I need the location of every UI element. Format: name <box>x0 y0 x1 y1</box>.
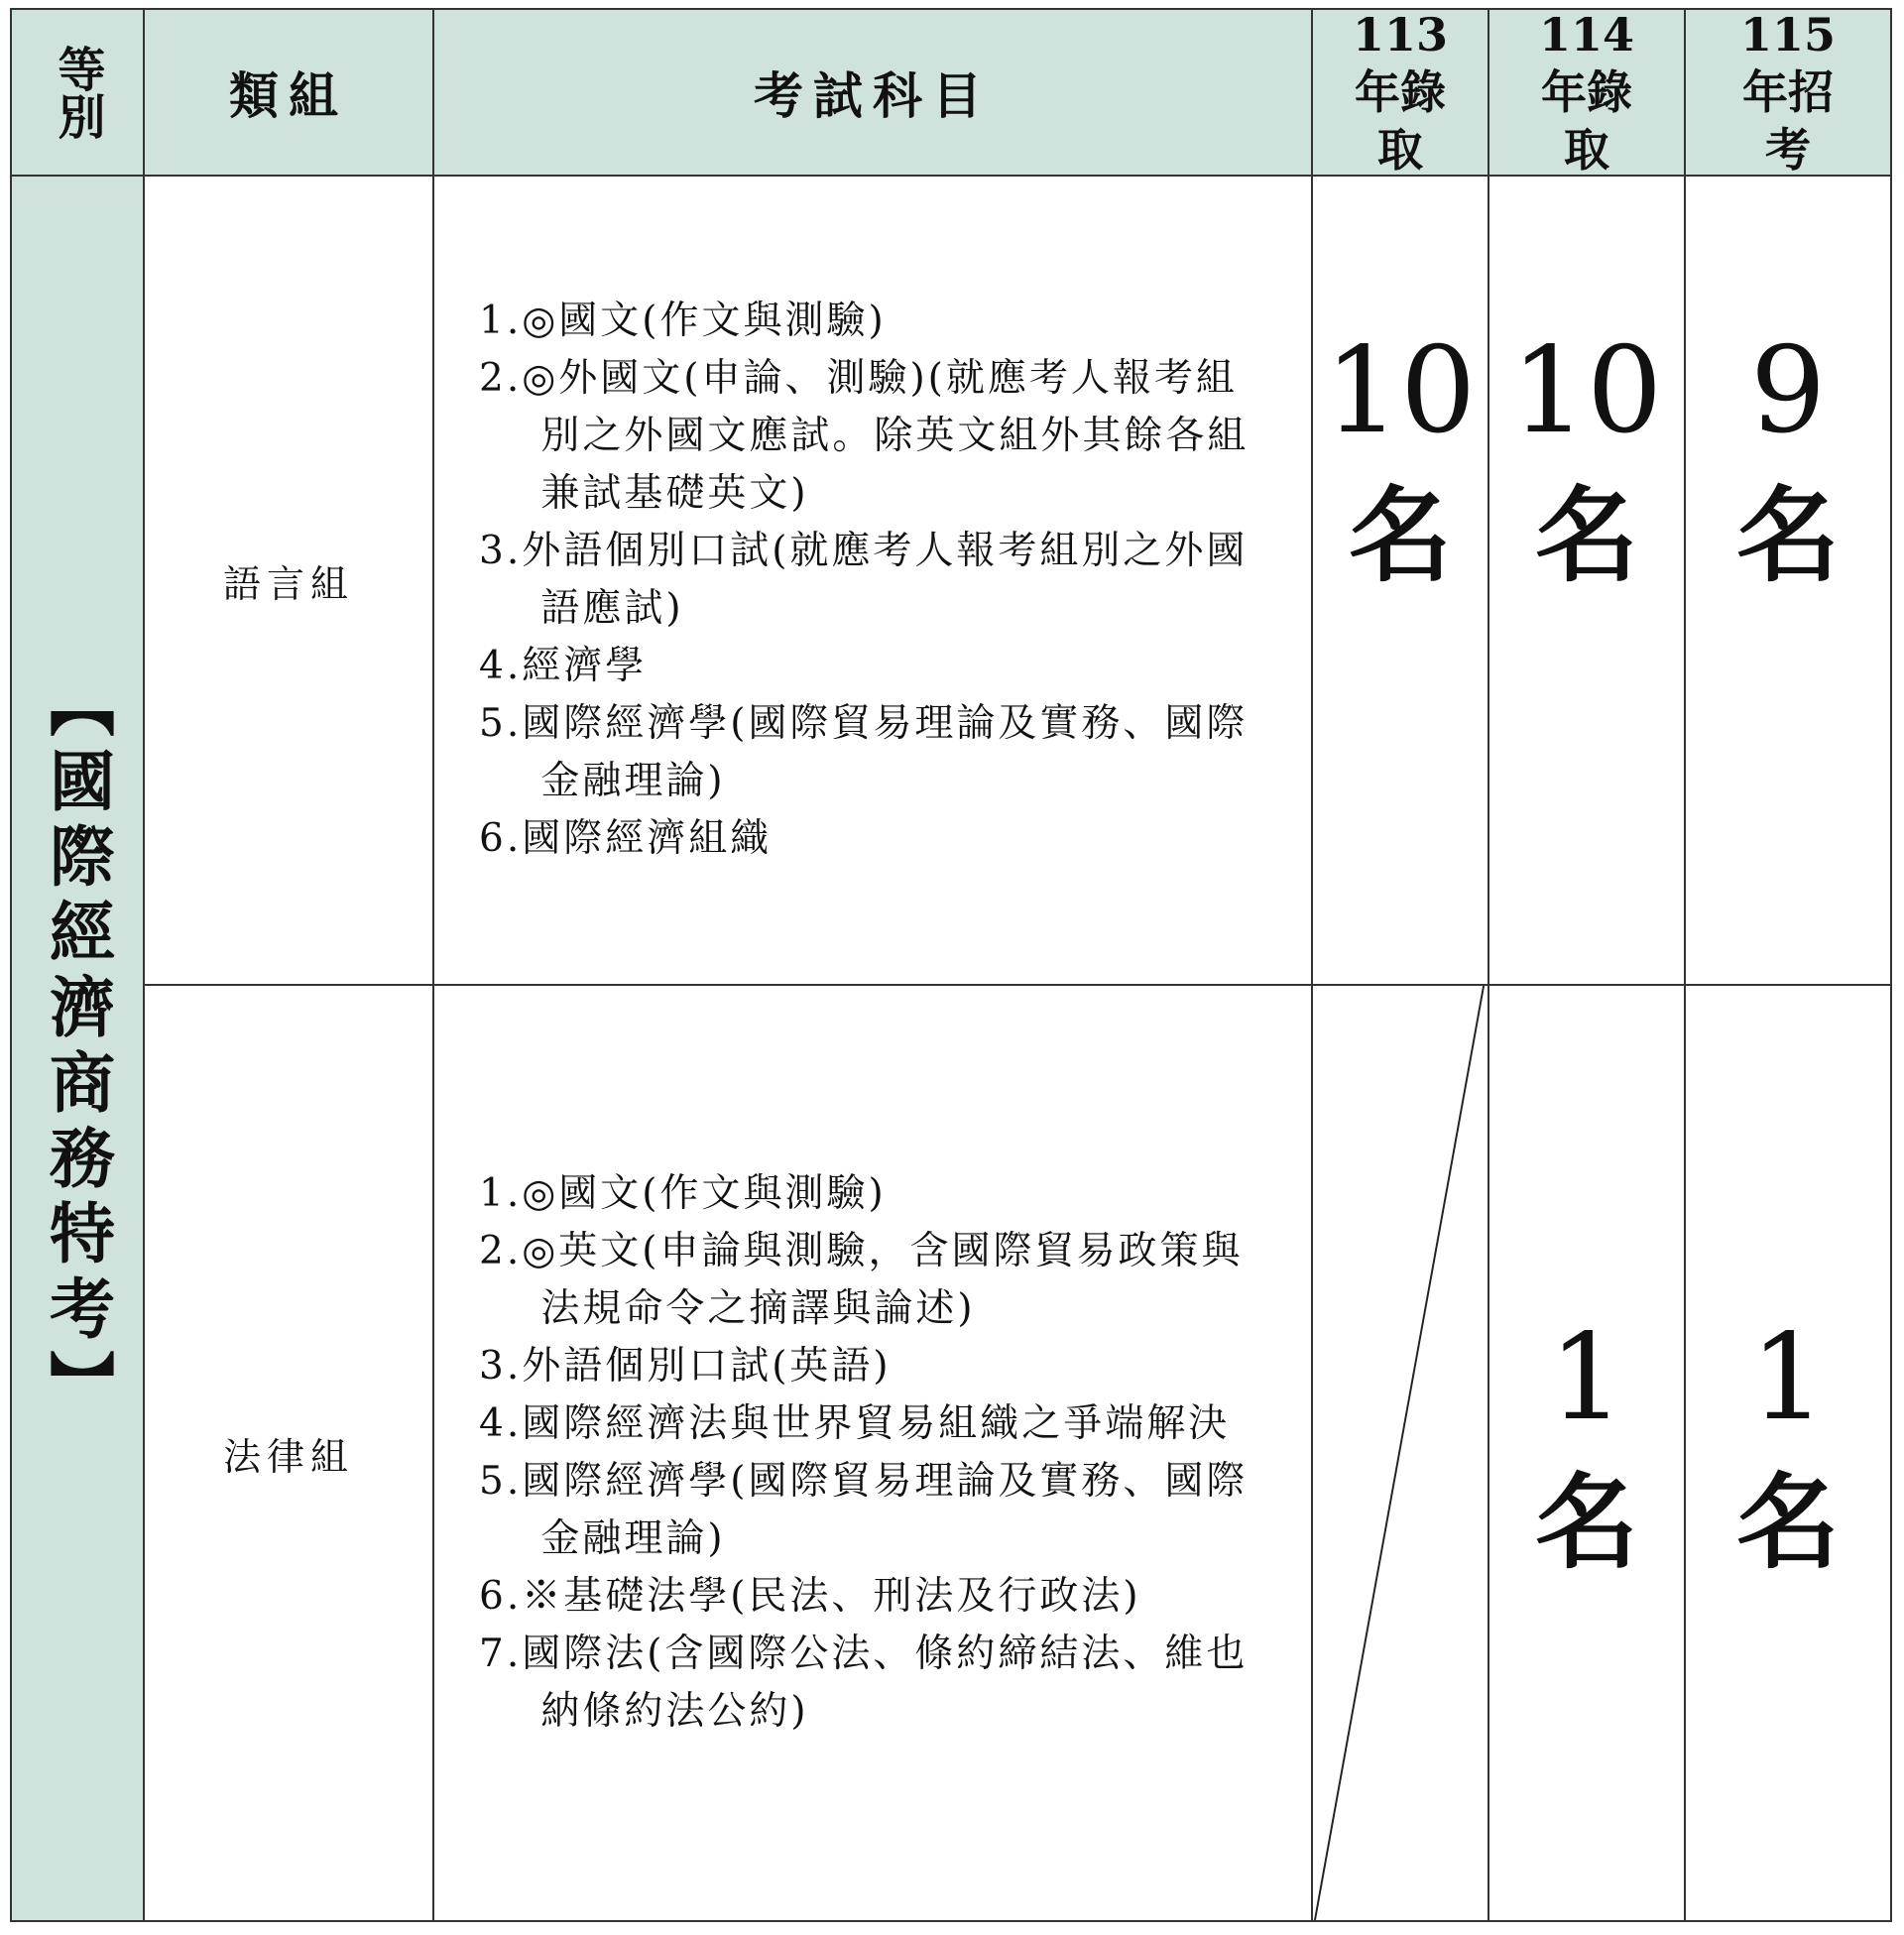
subjects-law-list <box>479 1165 1262 1741</box>
subject-item: 3.外語個別口試(就應考人報考組別之外國語應試) <box>479 529 1249 631</box>
subjects-language-list <box>479 293 1262 868</box>
subject-item: 4.經濟學 <box>479 644 648 688</box>
subject-item: 1.◎國文(作文與測驗) <box>479 1171 887 1216</box>
header-115-label: 115年招考 <box>1739 8 1837 177</box>
subject-item: 1.◎國文(作文與測驗) <box>479 299 887 343</box>
count-number: 10 <box>1510 322 1663 460</box>
header-114-label: 114年錄取 <box>1538 8 1635 177</box>
not-applicable-slash <box>1313 986 1488 1920</box>
count-language-114 <box>1488 175 1686 986</box>
group-law-cell <box>143 984 434 1922</box>
subject-item: 6.※基礎法學(民法、刑法及行政法) <box>479 1574 1141 1619</box>
subject-item: 5.國際經濟學(國際貿易理論及實務、國際金融理論) <box>479 1459 1249 1561</box>
header-group <box>143 8 434 177</box>
count-law-114 <box>1488 984 1686 1922</box>
header-group-label: 類組 <box>229 66 348 125</box>
subject-item: 2.◎外國文(申論、測驗)(就應考人報考組別之外國文應試。除英文組外其餘各組兼試基礎英文) <box>479 356 1250 516</box>
count-unit: 名 <box>1534 474 1638 596</box>
header-115 <box>1684 8 1892 177</box>
header-113 <box>1311 8 1489 177</box>
exam-table <box>10 8 1892 1922</box>
subjects-law-cell <box>432 984 1313 1922</box>
count-law-113-empty <box>1311 984 1489 1922</box>
header-rank-label: 等別 <box>50 45 105 140</box>
group-law: 法律組 <box>222 1434 354 1479</box>
exam-name-cell <box>10 175 145 1922</box>
header-subjects <box>432 8 1313 177</box>
group-language-cell <box>143 175 434 986</box>
count-number: 10 <box>1324 322 1477 460</box>
group-language: 語言組 <box>222 561 354 606</box>
header-rank <box>10 8 145 177</box>
count-unit: 名 <box>1348 474 1452 596</box>
subjects-language-cell <box>432 175 1313 986</box>
count-number: 1 <box>1548 1309 1625 1447</box>
header-subjects-label: 考試科目 <box>754 66 992 125</box>
header-114 <box>1488 8 1686 177</box>
count-number: 1 <box>1749 1309 1827 1447</box>
subject-item: 2.◎英文(申論與測驗，含國際貿易政策與法規命令之摘譯與論述) <box>479 1229 1244 1331</box>
subject-item: 7.國際法(含國際公法、條約締結法、維也納條約法公約) <box>479 1632 1249 1734</box>
subject-item: 3.外語個別口試(英語) <box>479 1344 892 1389</box>
exam-name: 【國際經濟商務特考】 <box>38 671 116 1425</box>
count-language-115 <box>1684 175 1892 986</box>
header-113-label: 113年錄取 <box>1352 8 1449 177</box>
count-unit: 名 <box>1735 474 1840 596</box>
subject-item: 4.國際經濟法與世界貿易組織之爭端解決 <box>479 1401 1231 1446</box>
count-language-113 <box>1311 175 1489 986</box>
count-unit: 名 <box>1735 1461 1840 1583</box>
subject-item: 5.國際經濟學(國際貿易理論及實務、國際金融理論) <box>479 701 1249 803</box>
count-number: 9 <box>1749 322 1827 460</box>
count-unit: 名 <box>1534 1461 1638 1583</box>
count-law-115 <box>1684 984 1892 1922</box>
subject-item: 6.國際經濟組織 <box>479 816 773 861</box>
